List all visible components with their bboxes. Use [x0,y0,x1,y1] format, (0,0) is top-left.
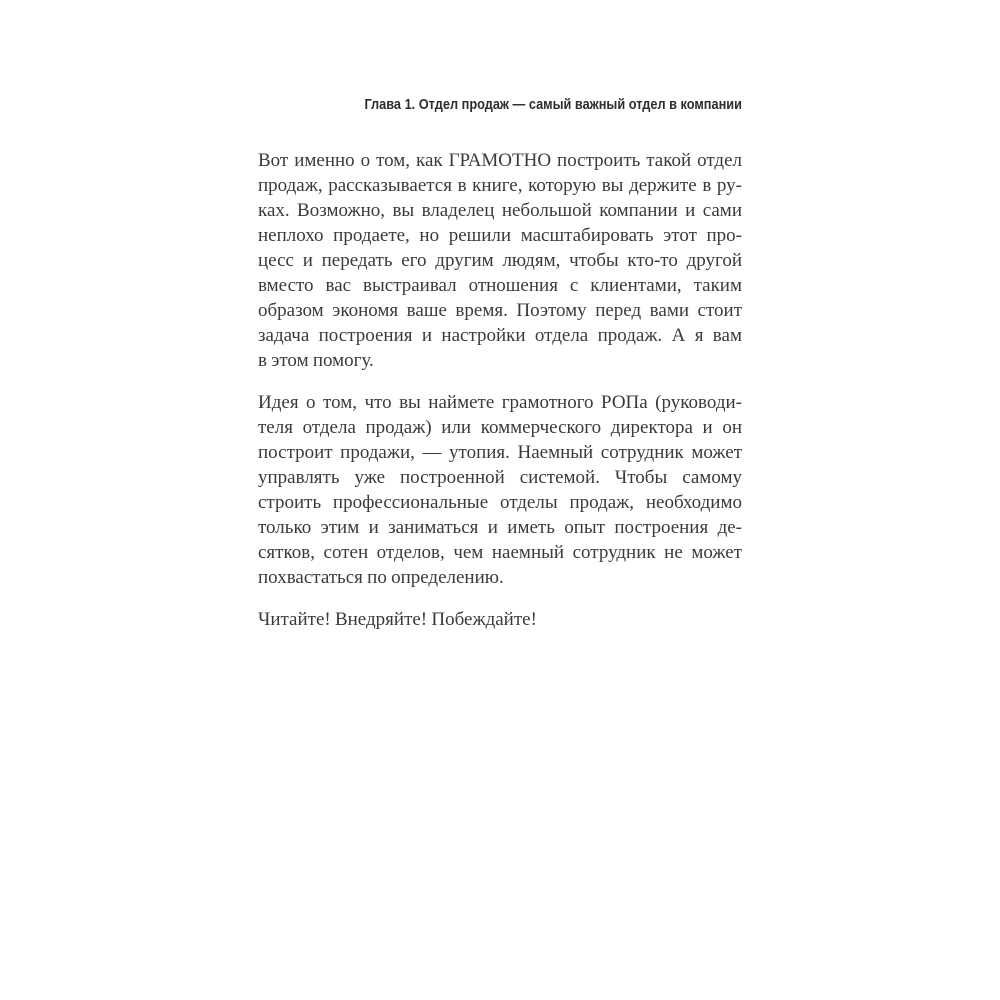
text-line: похвастаться по определению. [258,567,504,588]
chapter-running-head: Глава 1. Отдел продаж — самый важный отдел в компании [364,97,742,113]
paragraph [258,607,742,632]
text-line: задача построения и настройки отдела продаж. А я вам [258,325,742,346]
text-line: управлять уже построенной системой. Чтобы самому [258,467,742,488]
page-body [258,148,742,649]
text-line: ках. Возможно, вы владелец небольшой компании и сами [258,200,742,221]
text-line: в этом помогу. [258,350,374,371]
text-line: только этим и заниматься и иметь опыт построения де- [258,517,742,538]
text-line: Идея о том, что вы наймете грамотного РОПа (руководи- [258,392,742,413]
text-line: цесс и передать его другим людям, чтобы кто-то другой [258,250,742,271]
text-line: строить профессиональные отделы продаж, необходимо [258,492,742,513]
text-line: продаж, рассказывается в книге, которую вы держите в ру- [258,175,742,196]
text-line: неплохо продаете, но решили масштабировать этот про- [258,225,742,246]
paragraph [258,390,742,590]
text-line: вместо вас выстраивал отношения с клиентами, таким [258,275,742,296]
text-line: теля отдела продаж) или коммерческого директора и он [258,417,742,438]
text-line: сятков, сотен отделов, чем наемный сотрудник не может [258,542,742,563]
text-line: Вот именно о том, как ГРАМОТНО построить такой отдел [258,150,742,171]
text-line: Читайте! Внедряйте! Побеждайте! [258,609,537,630]
text-line: построит продажи, — утопия. Наемный сотрудник может [258,442,742,463]
paragraph [258,148,742,373]
text-line: образом экономя ваше время. Поэтому перед вами стоит [258,300,742,321]
